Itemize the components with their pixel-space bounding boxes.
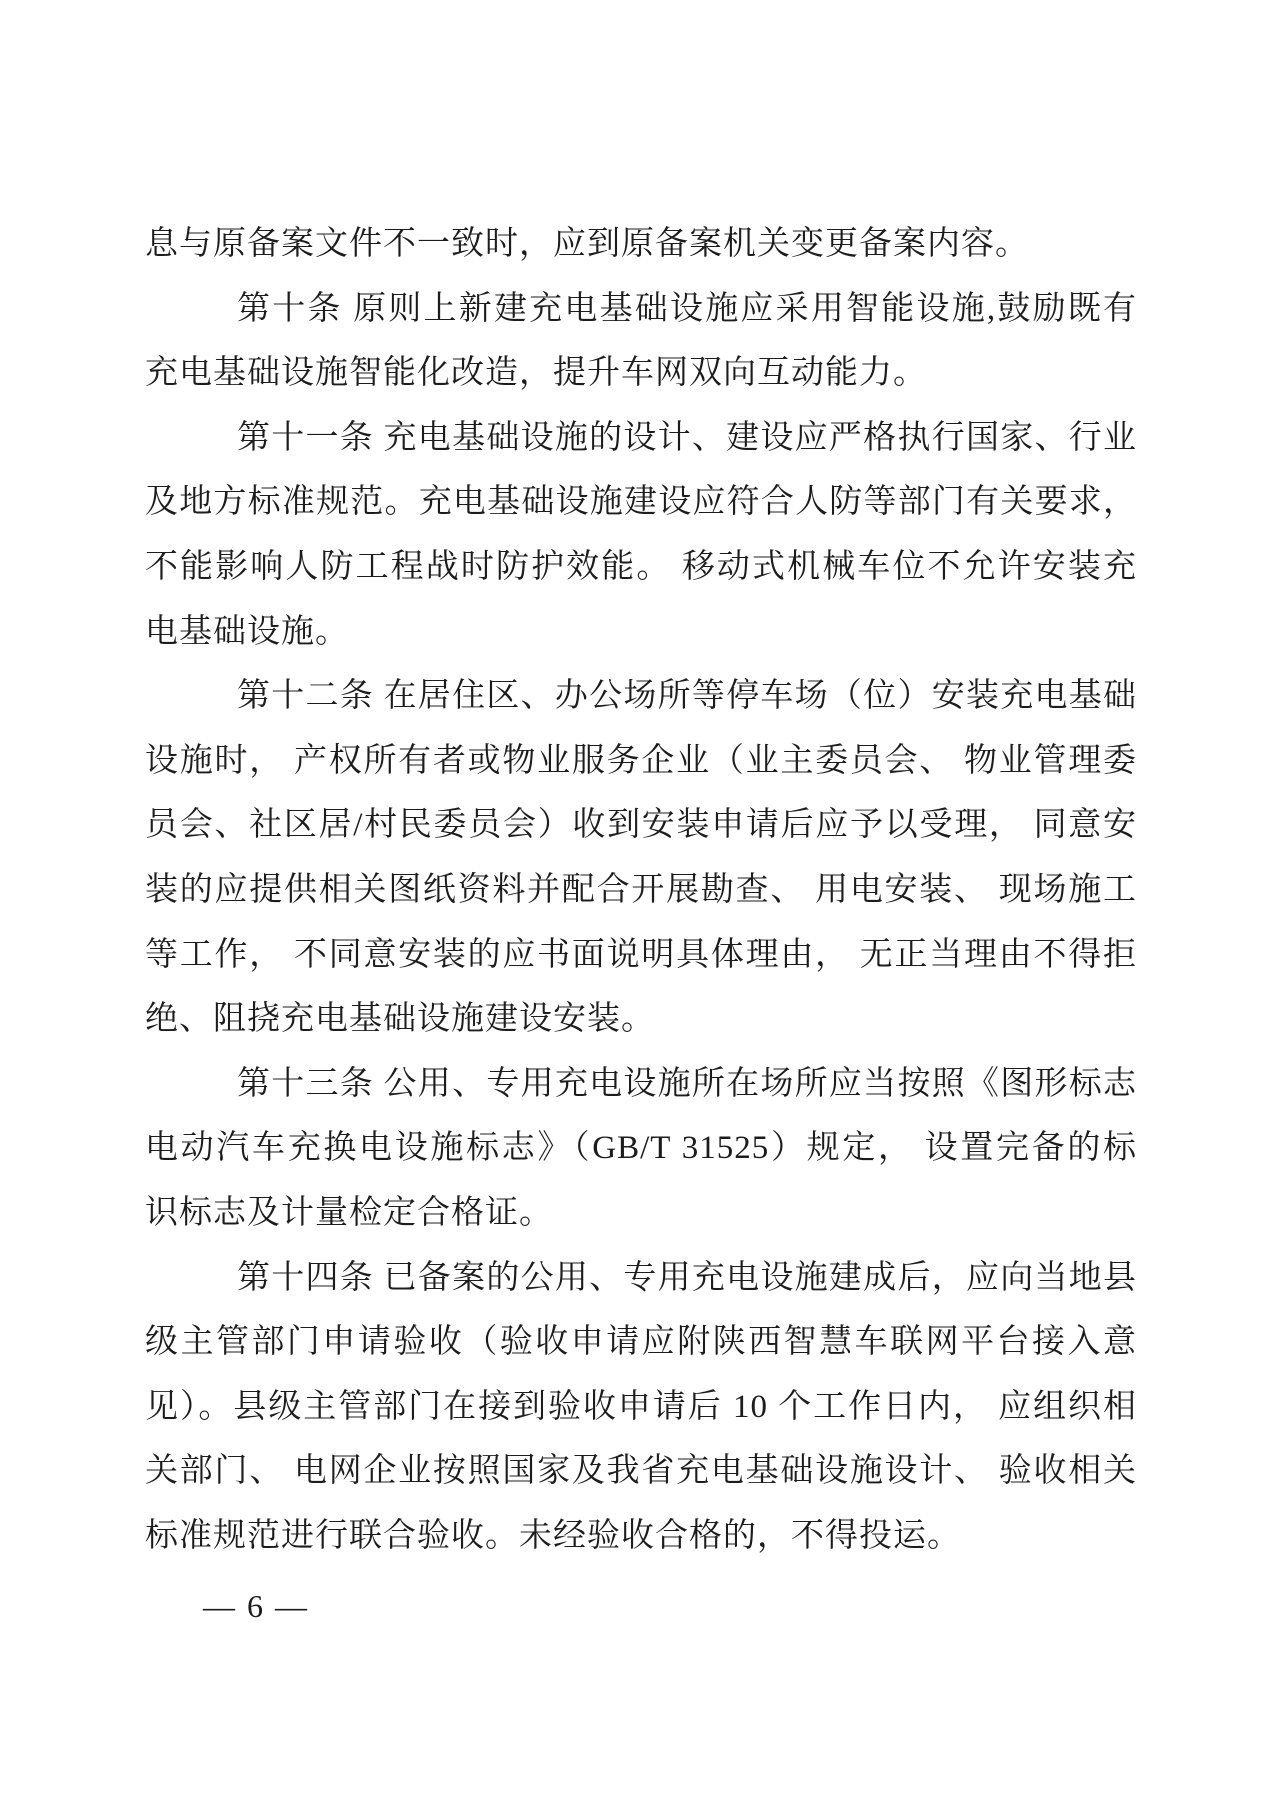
text-line: 息与原备案文件不一致时，应到原备案机关变更备案内容。 <box>145 226 1029 262</box>
text-line: 及地方标准规范。充电基础设施建设应符合人防等部门有关要求， <box>145 484 1137 521</box>
text-line: 见）。县级主管部门在接到验收申请后 10 个工作日内， 应组织相 <box>145 1388 1137 1425</box>
text-line: 关部门、 电网企业按照国家及我省充电基础设施设计、 验收相关 <box>145 1453 1137 1490</box>
text-line: 电基础设施。 <box>145 613 349 650</box>
text-line: 绝、阻挠充电基础设施建设安装。 <box>145 1001 655 1038</box>
text-line: 等工作， 不同意安装的应书面说明具体理由， 无正当理由不得拒 <box>145 936 1137 973</box>
text-line: 第十条 原则上新建充电基础设施应采用智能设施,鼓励既有 <box>237 290 1137 327</box>
text-line: 装的应提供相关图纸资料并配合开展勘查、 用电安装、 现场施工 <box>145 871 1137 908</box>
text-line: 不能影响人防工程战时防护效能。 移动式机械车位不允许安装充 <box>145 548 1137 585</box>
text-line: 标准规范进行联合验收。未经验收合格的，不得投运。 <box>145 1517 961 1554</box>
text-line: 第十三条 公用、专用充电设施所在场所应当按照《图形标志 <box>237 1065 1137 1102</box>
text-line: 识标志及计量检定合格证。 <box>145 1194 553 1231</box>
text-line: 第十一条 充电基础设施的设计、建设应严格执行国家、行业 <box>237 419 1137 456</box>
text-line: 第十二条 在居住区、办公场所等停车场（位）安装充电基础 <box>237 678 1137 715</box>
text-line: 充电基础设施智能化改造，提升车网双向互动能力。 <box>145 355 927 392</box>
text-line: 电动汽车充换电设施标志》（GB/T 31525）规定， 设置完备的标 <box>145 1130 1137 1167</box>
page-number: — 6 — <box>203 1588 309 1624</box>
document-body <box>145 212 1137 1568</box>
text-line: 员会、社区居/村民委员会）收到安装申请后应予以受理， 同意安 <box>145 807 1137 844</box>
text-line: 设施时， 产权所有者或物业服务企业（业主委员会、 物业管理委 <box>145 742 1137 779</box>
text-line: 第十四条 已备案的公用、专用充电设施建成后，应向当地县 <box>237 1259 1137 1296</box>
text-line: 级主管部门申请验收（验收申请应附陕西智慧车联网平台接入意 <box>145 1324 1137 1361</box>
